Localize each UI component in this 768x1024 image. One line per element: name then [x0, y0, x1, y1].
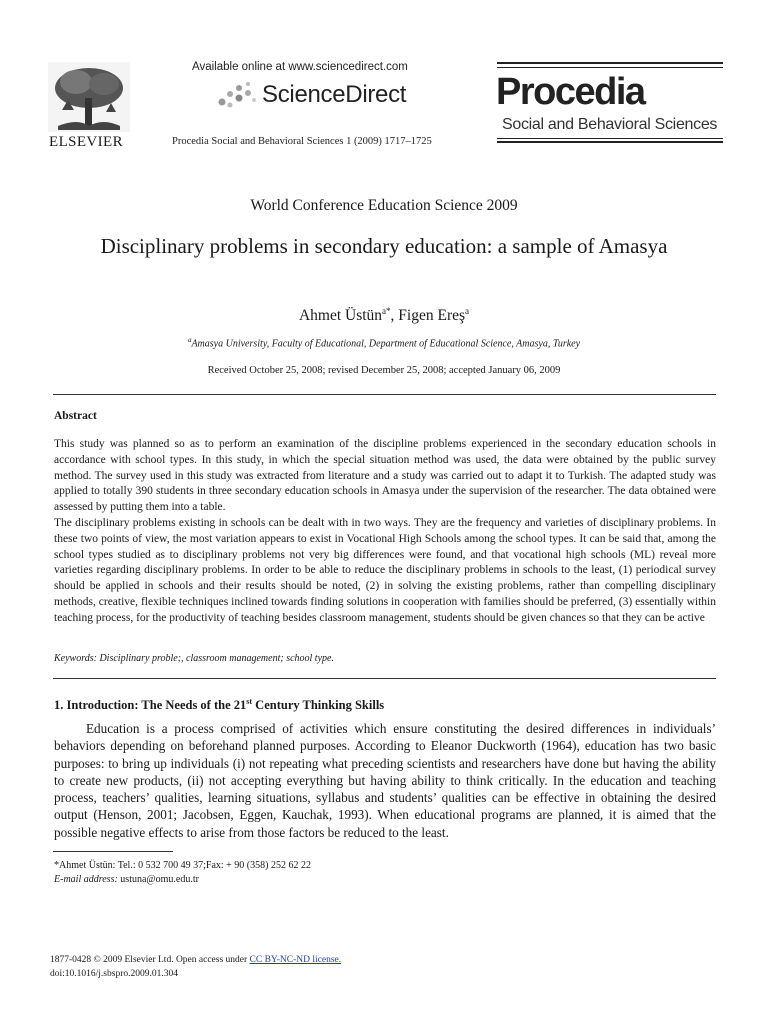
affiliation-text: Amasya University, Faculty of Educational, Department of Educational Science, Amasya, Turkey — [191, 338, 581, 350]
article-title: Disciplinary problems in secondary education: a sample of Amasya — [100, 234, 668, 258]
abstract-paragraph: The disciplinary problems existing in schools can be dealt with in two ways. They are the frequency and varieties of disciplinary problems. In these two points of view, the most variation appears to exist in Vocational High Schools among the school types. It can be said that, among the school types studied as to disciplinary problems not very big differences were found, and that vocational high schools (ML) reveal more varieties regarding disciplinary problems. In order to be able to reduce the disciplinary problems in schools to the least, (1) periodical survey should be applied in schools and their results should be noted, (2) in solving the existing problems, rather than compelling disciplinary methods, creative, flexible techniques inclined towards finding solutions in cooperation with families should be preferred, (3) essentially within teaching process, for the productivity of teaching besides classroom management, students should be given chances so that they can be active — [54, 516, 716, 624]
author-affiliation-mark: a — [465, 306, 470, 316]
abstract-top-rule — [53, 394, 716, 395]
sciencedirect-dots-icon — [214, 80, 258, 110]
author-affiliation-mark: a* — [382, 306, 391, 316]
author-list: Ahmet Üstün$^{a*}$, Figen Ereş$^a$ — [298, 306, 470, 325]
procedia-bottom-rule-thin — [497, 138, 723, 139]
author-name: Ahmet Üstün — [298, 307, 383, 325]
procedia-wordmark: Procedia — [496, 71, 645, 113]
license-link[interactable]: CC BY-NC-ND license. — [249, 955, 342, 965]
sciencedirect-wordmark: ScienceDirect — [262, 81, 407, 108]
section-heading-sup: st — [246, 697, 253, 706]
procedia-bottom-rule — [497, 141, 723, 143]
affiliation-mark: a — [187, 336, 192, 344]
author-name: Figen Ereş — [398, 307, 466, 325]
procedia-top-rule — [497, 62, 723, 64]
email-address: ustuna@omu.edu.tr — [120, 873, 199, 885]
abstract-bottom-rule — [53, 678, 716, 679]
affiliation — [0, 336, 768, 349]
email-label: E-mail address: — [54, 873, 118, 885]
intro-paragraph: Education is a process comprised of activities which ensure constituting the desired differences in individuals’ behaviors depending on beforehand planned purposes. According to Eleanor Duckworth (1964), education has two basic purposes: to bring up individuals (i) not repeating what preceding scientists and researchers have done but having the ability to create new products, (ii) not accepting everything but having ability to think critically. In the education and teaching process, teachers’ qualities, learning situations, syllabus and students’ qualities can be effective in obtaining the desired output (Henson, 2001; Jacobsen, Eggen, Kauchak, 1993). When educational programs are planned, it is aimed that the possible negative effects to arise from those factors be reduced to the least. — [54, 721, 716, 840]
elsevier-wordmark: ELSEVIER — [49, 134, 124, 150]
copyright-text: 1877-0428 © 2009 Elsevier Ltd. Open access under — [50, 955, 248, 965]
abstract-paragraph: This study was planned so as to perform an examination of the discipline problems experienced in the secondary education schools in accordance with school types. In this study, in which the special situation method was used, the data were obtained by the public survey method. The survey used in this study was extracted from literature and a study was carried out to adapt it to Turkish. The adapted study was applied to totally 390 students in three secondary education schools in Amasya under the supervision of the researcher. The data obtained were assessed by putting them into a table. — [54, 438, 716, 514]
journal-reference: Procedia Social and Behavioral Sciences 1 (2009) 1717–1725 — [172, 136, 432, 147]
abstract-heading: Abstract — [54, 410, 97, 422]
procedia-subtitle: Social and Behavioral Sciences — [502, 116, 718, 133]
available-online-text: Available online at www.sciencedirect.com — [192, 61, 408, 73]
doi: doi:10.1016/j.sbspro.2009.01.304 — [50, 969, 178, 979]
conference-name: World Conference Education Science 2009 — [250, 197, 518, 214]
sciencedirect-logo — [214, 80, 406, 110]
footnote-rule — [53, 851, 173, 852]
abstract-body — [54, 437, 716, 627]
page-footer — [50, 953, 341, 981]
section-heading-text: Century Thinking Skills — [252, 698, 385, 713]
received-dates: Received October 25, 2008; revised December 25, 2008; accepted January 06, 2009 — [207, 365, 561, 376]
section-heading-text: 1. Introduction: The Needs of the 21 — [54, 698, 247, 713]
footnote-contact: *Ahmet Üstün: Tel.: 0 532 700 49 37;Fax: + 90 (358) 252 62 22 — [54, 860, 311, 871]
keywords: Keywords: Disciplinary proble;, classroom management; school type. — [54, 653, 334, 664]
section-heading — [54, 697, 384, 713]
introduction-body — [54, 720, 716, 841]
footnote — [54, 859, 311, 886]
